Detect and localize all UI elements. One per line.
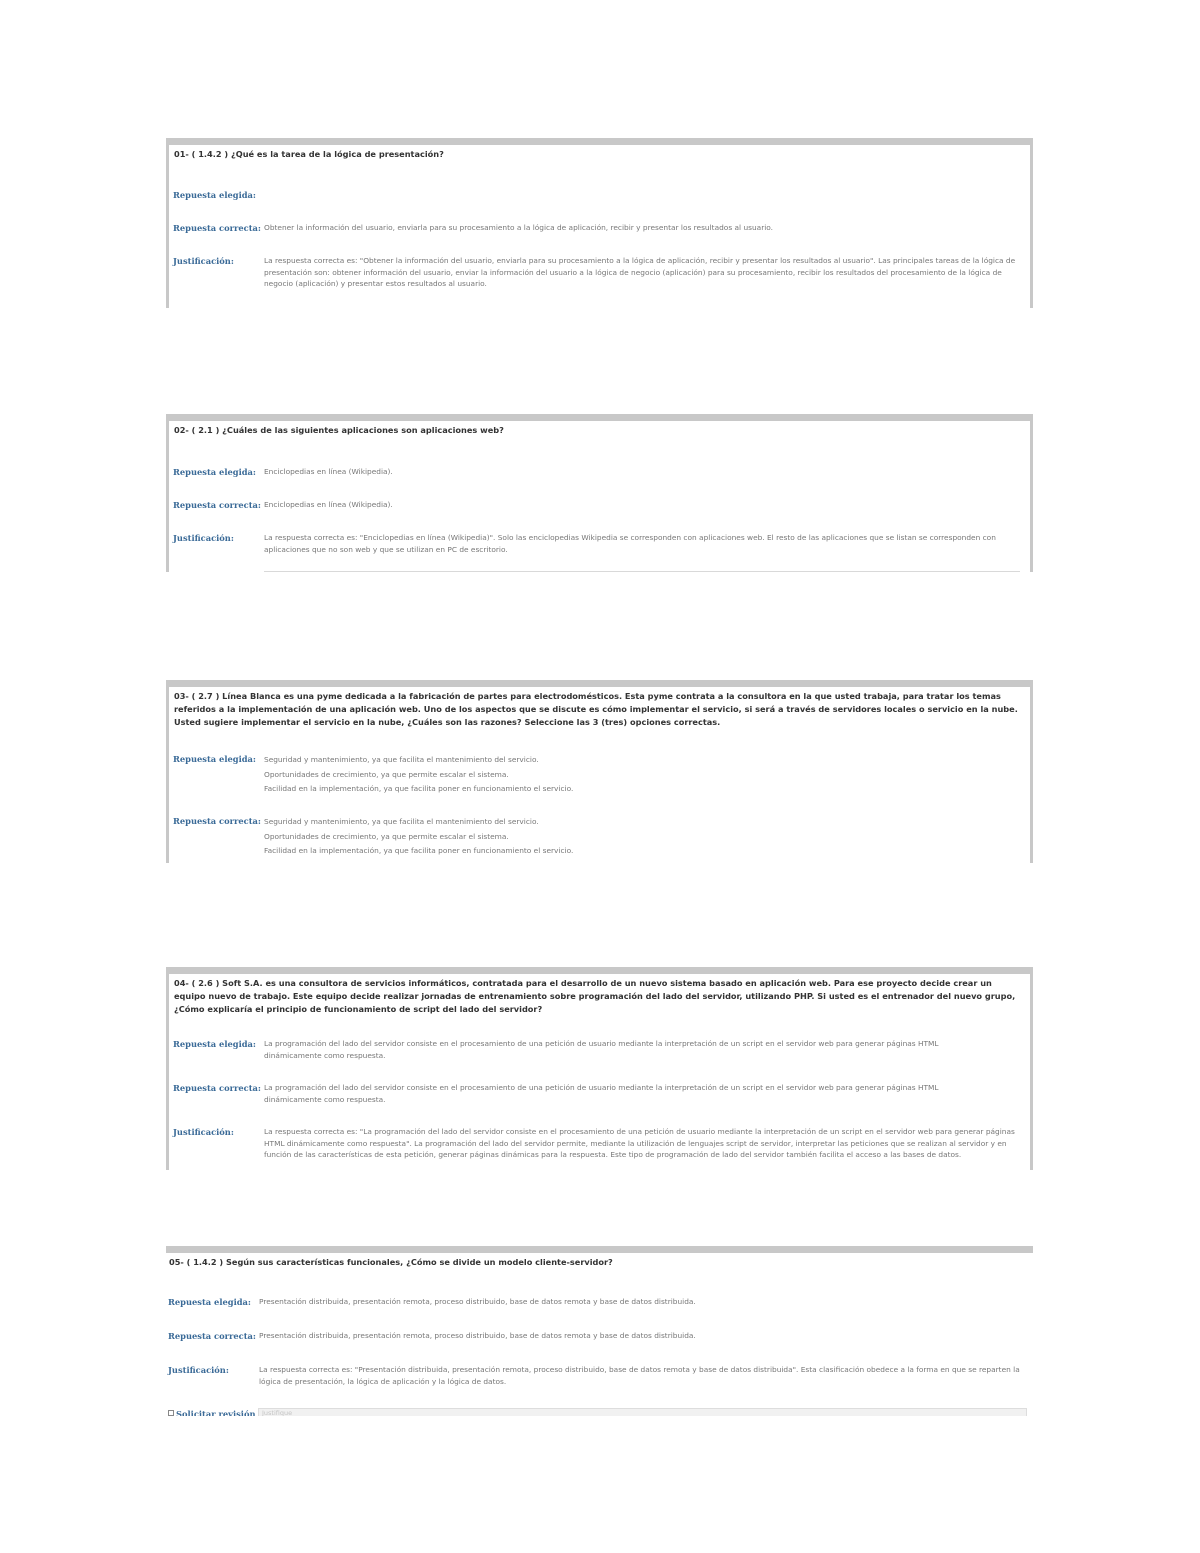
chosen-answer-label: Repuesta elegida:	[173, 190, 256, 200]
correct-answer-label: Repuesta correcta:	[168, 1331, 256, 1341]
chosen-answer-value: Seguridad y mantenimiento, ya que facilita el mantenimiento del servicio. Oportunidades de crecimiento, ya que permite escalar el sistema. Facilidad en la implementación, ya que facilita poner en funcionamiento el servicio.	[264, 755, 574, 793]
correct-answer-value: La programación del lado del servidor consiste en el procesamiento de una petición de usuario mediante la interpretación de un script en el servidor web para generar páginas HTML dinámicamente como respuesta.	[264, 1083, 939, 1104]
correct-answer-value: Presentación distribuida, presentación remota, proceso distribuido, base de datos remota y base de datos distribuida.	[259, 1331, 696, 1340]
justification-label: Justificación:	[173, 256, 234, 266]
correct-answer-value: Obtener la información del usuario, enviarla para su procesamiento a la lógica de aplicación, recibir y presentar los resultados al usuario.	[264, 223, 774, 232]
justification-text: La respuesta correcta es: "La programación del lado del servidor consiste en el procesamiento de una petición de usuario mediante la interpretación de un script en el servidor web para generar páginas HTML dinámicamente como respuesta". La programación del lado del servidor permite, mediante la utilización de lenguajes script de servidor, interpretar las peticiones que se realizan al servidor y en función de las características de esta petición, generar páginas dinámicas para la respuesta. Este tipo de programación de lado del servidor también facilita el acceso a las bases de datos.	[264, 1127, 1015, 1160]
question-card-1	[166, 138, 1033, 308]
review-request-checkbox[interactable]	[168, 1410, 174, 1416]
justification-text: La respuesta correcta es: "Obtener la información del usuario, enviarla para su procesamiento a la lógica de aplicación, recibir y presentar los resultados al usuario". Las principales tareas de la lógica de presentación son: obtener información del usuario, enviar la información del usuario a la lógica de negocio (aplicación) para su procesamiento, recibir los resultados del procesamiento de la lógica de negocio (aplicación) y presentar estos resultados al usuario.	[264, 256, 1016, 289]
chosen-answer-label: Repuesta elegida:	[173, 754, 256, 764]
correct-answer-label: Repuesta correcta:	[173, 223, 261, 233]
chosen-answer-label: Repuesta elegida:	[168, 1297, 251, 1307]
correct-answer-value: Enciclopedias en línea (Wikipedia).	[264, 500, 393, 509]
chosen-answer-label: Repuesta elegida:	[173, 1039, 256, 1049]
separator-line	[264, 571, 1020, 572]
correct-answer-label: Repuesta correcta:	[173, 816, 261, 826]
chosen-answer-label: Repuesta elegida:	[173, 467, 256, 477]
justification-label: Justificación:	[168, 1365, 229, 1375]
justification-text: La respuesta correcta es: "Presentación distribuida, presentación remota, proceso distribuido, base de datos remota y base de datos distribuida". Esta clasificación obedece a la forma en que se reparten la lógica de presentación, la lógica de aplicación y la lógica de datos.	[259, 1365, 1020, 1386]
question-card-5	[166, 1246, 1033, 1416]
question-title: 05- ( 1.4.2 ) Según sus características funcionales, ¿Cómo se divide un modelo cliente-servidor?	[169, 1257, 613, 1267]
question-card-2	[166, 414, 1033, 572]
review-request-label: Solicitar revisión	[176, 1409, 256, 1416]
justification-label: Justificación:	[173, 533, 234, 543]
question-title: 04- ( 2.6 ) Soft S.A. es una consultora de servicios informáticos, contratada para el desarrollo de un nuevo sistema basado en aplicación web. Para ese proyecto decide crear un equipo nuevo de trabajo. Este equipo decide realizar jornadas de entrenamiento sobre programación del lado del servidor, utilizando PHP. Si usted es el entrenador del nuevo grupo, ¿Cómo explicaría el principio de funcionamiento de script del lado del servidor?	[174, 978, 1016, 1014]
question-title: 01- ( 1.4.2 ) ¿Qué es la tarea de la lógica de presentación?	[174, 149, 444, 159]
review-justification-input[interactable]: Justifique	[258, 1408, 1027, 1416]
correct-answer-label: Repuesta correcta:	[173, 1083, 261, 1093]
chosen-answer-value: La programación del lado del servidor consiste en el procesamiento de una petición de usuario mediante la interpretación de un script en el servidor web para generar páginas HTML dinámicamente como respuesta.	[264, 1039, 939, 1060]
justification-label: Justificación:	[173, 1127, 234, 1137]
question-card-3	[166, 680, 1033, 863]
justification-text: La respuesta correcta es: "Enciclopedias en línea (Wikipedia)". Solo las enciclopedias Wikipedia se corresponden con aplicaciones web. El resto de las aplicaciones que se listan se corresponden con aplicaciones que no son web y que se utilizan en PC de escritorio.	[264, 533, 996, 554]
question-title: 02- ( 2.1 ) ¿Cuáles de las siguientes aplicaciones son aplicaciones web?	[174, 425, 504, 435]
correct-answer-value: Seguridad y mantenimiento, ya que facilita el mantenimiento del servicio. Oportunidades de crecimiento, ya que permite escalar el sistema. Facilidad en la implementación, ya que facilita poner en funcionamiento el servicio.	[264, 817, 574, 855]
chosen-answer-value: Enciclopedias en línea (Wikipedia).	[264, 467, 393, 476]
question-card-4	[166, 967, 1033, 1170]
question-title: 03- ( 2.7 ) Línea Blanca es una pyme dedicada a la fabricación de partes para electrodomésticos. Esta pyme contrata a la consultora en la que usted trabaja, para tratar los temas referidos a la implementación de una aplicación web. Uno de los aspectos que se discute es cómo implementar el servicio, si será a través de servidores locales o servicio en la nube. Usted sugiere implementar el servicio en la nube, ¿Cuáles son las razones? Seleccione las 3 (tres) opciones correctas.	[174, 691, 1018, 727]
chosen-answer-value: Presentación distribuida, presentación remota, proceso distribuido, base de datos remota y base de datos distribuida.	[259, 1297, 696, 1306]
correct-answer-label: Repuesta correcta:	[173, 500, 261, 510]
